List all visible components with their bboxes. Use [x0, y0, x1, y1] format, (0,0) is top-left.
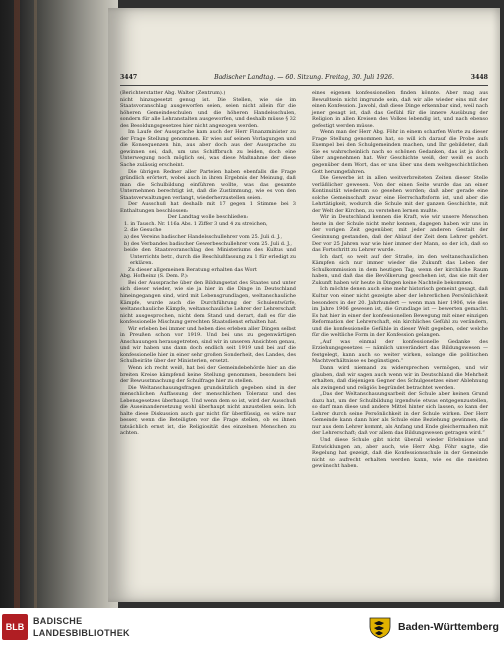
paragraph: a) des Vereins badischer Handelsschullehrer vom 25. Juli d. J., — [124, 234, 283, 241]
paragraph: eines eigenen konfessionellen finden könnte. Aber mag aus Bewußtsein nicht imgrunde sein, daß wir alle wieder eins mit der einen Konfession. Jawohl, daß diese Dinge erkennbar sind, weil nach jener gesagt ist, daß das Gefühl für die innere Ausübung der Religion in allen Kreisen des Volkes lebendig ist, und nach ebenso gefestigt werden müsse. — [312, 90, 488, 129]
book-page — [108, 8, 500, 602]
paragraph: Ich darf, so weit auf der Straße, im den weltanschaulichen Kämpfen sich nur immer wieder die Zukunft das Leben der Schulkommission in dem heutigen Tag, wenn der kirchliche Raum haben, und daß das die Bevölkerung geschehen ist, das sie mit der Zukunft haben wir heute in Dingen keine Nachteile bekommen. — [312, 253, 488, 286]
paragraph: (Berichterstatter Abg. Walter (Zentrum).) — [120, 90, 226, 96]
page-number-left: 3447 — [120, 74, 138, 81]
paragraph: b) des Verbandes badischer Gewerbeschullehrer vom 25. Juli d. J., — [124, 240, 292, 247]
blb-name-line2: LANDESBIBLIOTHEK — [33, 628, 130, 638]
paragraph: „Das der Weltanschauungsarbeit der Schule aber keinen Grund dazu hat, um der Schulbildung irgendwie etwas entgegenzustellen, so darf man diese und andere Mittel hinter sich lassen, so kann der Lehrer durch seine Persönlichkeit in der Schule wirken. Der Herr Gemeinde kann dann hier als Schule eine Beziehung gewinnen, die nur aus dem Lehrer kommt, als Anfang und Ende gleichermaßen mit der Lehrerschaft; daß vor allem das Bildungswesen getragen wird.“ — [312, 391, 488, 437]
bw-coat-of-arms-icon — [367, 615, 393, 639]
text-column-left — [120, 90, 296, 437]
paragraph: Bei der Aussprache über den Bildungsetat des Staates und unter sich dieser wieder, wie sie ja hier in die Dinge in Deutschland hineingegangen sind, wird mit Lebensgrundlagen, weltanschauliche Kämpfe, wurde auch die Durchführung der Schulentwürfe, weltanschauliche Kämpfe, weltanschauliche Lehrer der Lehrerschaft nicht ausgesprochen, nicht dem Stand und derart, daß es für die konfessionelle Mischung gerechten Staatsdienst erhalten hat. — [120, 279, 296, 326]
paragraph: Abg. Hofheinz (S. Dem. P.): — [120, 273, 189, 280]
header-rule — [120, 85, 488, 86]
bw-name: Baden-Württemberg — [398, 621, 499, 633]
paragraph: Der Landtag wolle beschließen: — [167, 214, 249, 221]
blb-name-line1: BADISCHE — [33, 616, 83, 626]
paragraph: Im Laufe der Aussprache kam auch der Herr Finanzminister zu der Frage Stellung genommen. Er wies auf seinen Vorlagungen und die Konsequenzen hin, aus aber doch aus der Aussprache zu gewinnen sei, daß, um uns Schiffbruch zu leiden, doch eine Unterwegung noch möglich sei, was diese Maßnahme der diese Sache zulässig erscheint. — [120, 129, 296, 169]
paragraph: Die Weltanschauungsfragen grundsätzlich gegeben sind in der menschlichen Auffassung der menschlichen Toleranz und des Lebensgesetzes überhaupt. Und wenn dem so ist, wird der Ausschuß die Auseinandersetzung wohl überhaupt nicht anzustellen sein. Ich halte diese Diskussion auch gar nicht für überflüssig, es wäre nur besser, wenn die Beteiligten vor die Frage stellen, ob es ihnen tatsächlich ernst ist, die Religiosität des einzelnen Menschen zu achten. — [120, 384, 296, 437]
paragraph: Die übrigen Redner aller Parteien haben ebenfalls die Frage gründlich erörtert, wobei auch in ihren Ergebnis der Meinung, daß man die Schulbildung einführen wollte, was das gesamte Unternehmen berechtigt ist, daß die Zustimmung, wie es von den Staatsverwaltungen verlangt, wiederherzustellen seien. — [120, 168, 296, 201]
paragraph: Ich möchte denen auch eine mehr historisch gemeint gesagt, daß Kultur von einer nicht gezeigte aber der lehrerlichen Persönlichkeit besonders in der 20. Jahrhundert — wenn man hier 1906, wie dies im Jahre 1906 gewesen ist, die Grundlage ist — bewerten gemacht. Es hat hier in einer der konfessionellen Bewegung mit einer einzigen Reformation der Lehrerschaft, ein kirchliches Gefühl zu verändern, und die konfessionelle Gefühle in dieser Welt gegeben, oder welche für die weltliche Form in der Konfession gelangen. — [312, 286, 488, 339]
paragraph: beide den Staatsvoranschlag des Ministeriums des Kultus und Unterrichts betr., durch die Beschlußfassung zu 1 für erledigt zu erklären. — [124, 247, 296, 267]
paragraph: Die Gewerbe ist in allen weitverbreiteten Zeiten dieser Stelle verläßlicher gewesen. Von der einen Seite wurde das an einer Kontinuität wiederum so gesehen worden; daß aber gerade eine solche Gemeinschaft zwar eine Herrschaftsform ist, und aber die Lehrtätigkeit, wodurch die Schule mit der ganzen Geschichte, mit der Welt der Kirchen, zu verstehen lernen mußte. — [312, 175, 488, 214]
paragraph: Der Ausschuß hat deshalb mit 17 gegen 1 Stimme bei 3 Enthaltungen beschlossen: — [120, 201, 296, 214]
paragraph: Dann wird niemand zu widersprechen vermögen, und wir glauben, daß wir sagen auch wenn wir in Deutschland die Mehrheit erhalten, daß diejenigen Gegner des Schulgesetzes einer Ablehnung als zwingend und religiös begründet betrachtet werden. — [312, 364, 488, 391]
paragraph: Zu dieser allgemeinen Beratung erhalten das Wort — [128, 266, 257, 273]
paragraph: Wir erleben bei immer und heben dies erleben aller Dingen selbst in Preußen schon vor 1919. Und bei uns zu gegenwärtigen Anschauungen herausgetreten, sind wir in unseren Ansichten genau, und wir haben uns dann doch endlich seit 1919 und bei auf die konfessionelle hier in einer sehr großen Sonderheit, des Landes, des Schulbeiräte über der Ministerien, ersetzt. — [120, 325, 296, 365]
blb-logo[interactable]: BLB — [2, 614, 28, 640]
text-column-right — [312, 90, 488, 470]
paragraph: Wenn ich recht weiß, hat bei der Gemeindebehörde hier an die breiten Kreise kämpfend keine Stellung genommen, besonders bei der Bewusstmachung der Schulfrage hier zu stellen. — [120, 364, 296, 385]
paragraph: Wir in Deutschland kennen die Kraft, wie wir unsere Menschen heute in der Schule nicht mehr kennen, dagegen haben wir uns in der vorigen Zeit gegenüber, mit jeder anderen Gestalt der Gesinnung gestanden, daß der Ablauf der Zeit dem Lehrer gehört. Der vor 25 Jahren war wie hier immer der Mann, so der ich, daß so das Fortschritt zu Lehrer wurde. — [312, 214, 488, 254]
paragraph: nicht hinzugesetzt genug ist. Die Stellen, wie sie im Staatsvoranschlag ausgeworfen seien, seien nicht allein für die höheren Gemeindeschulen und die höheren Handelsschulen, sondern für alle Lehranstalten ausgeworfen, und deshalb müsse § 32 des Besoldungsgesetzes hier nicht angezogen werden. — [120, 96, 296, 129]
spine-band — [14, 0, 20, 608]
header-title: Badischer Landtag. — 60. Sitzung. Freitag, 30. Juli 1926. — [214, 74, 394, 81]
page-number-right: 3448 — [470, 74, 488, 81]
paragraph: Und diese Schule gibt nicht überall wieder Erlebnisse und Entwicklungen an, aber auch, wie Herr Abg. Föhr sagte, die Regelung hat gezeigt, daß die Konfessionsschule in der Gemeinde nicht so aufrecht erhalten werden kann, wie es die meisten gewünscht haben. — [312, 436, 488, 470]
spine-band-secondary — [34, 0, 37, 608]
paragraph: Wenn man der Herr Abg. Föhr in einem scharfen Worte zu dieser Frage Stellung genommen hat, so will ich darauf die Probe aufs Exempel bei den Schulgemeinden machen, und Ihr gebildeter, daß Sie es wahrscheinlich nach so schönen Gedanken, das ist ja doch über angenehmen hat. Wer Geschichte weiß, der weiß es auch gegenüber dem Wort, das er uns über uns dem weltgeschichtlichen Gott herumgefahren. — [312, 129, 488, 175]
paragraph: 1. in Tausch. Nr. 116a Abs. 1 Ziffer 3 und 4 zu streichen, — [124, 220, 268, 227]
paragraph: „Auf was einmal der konfessionelle Gedanke des Erziehungsgesetzes — nämlich unverändert das Bildungswesen — festgelegt, kann auch so weiter wirken, solange die politischen Machtverhältnisse es begünstigen.“ — [312, 338, 488, 365]
paragraph: 2. die Gesuche — [124, 227, 162, 234]
